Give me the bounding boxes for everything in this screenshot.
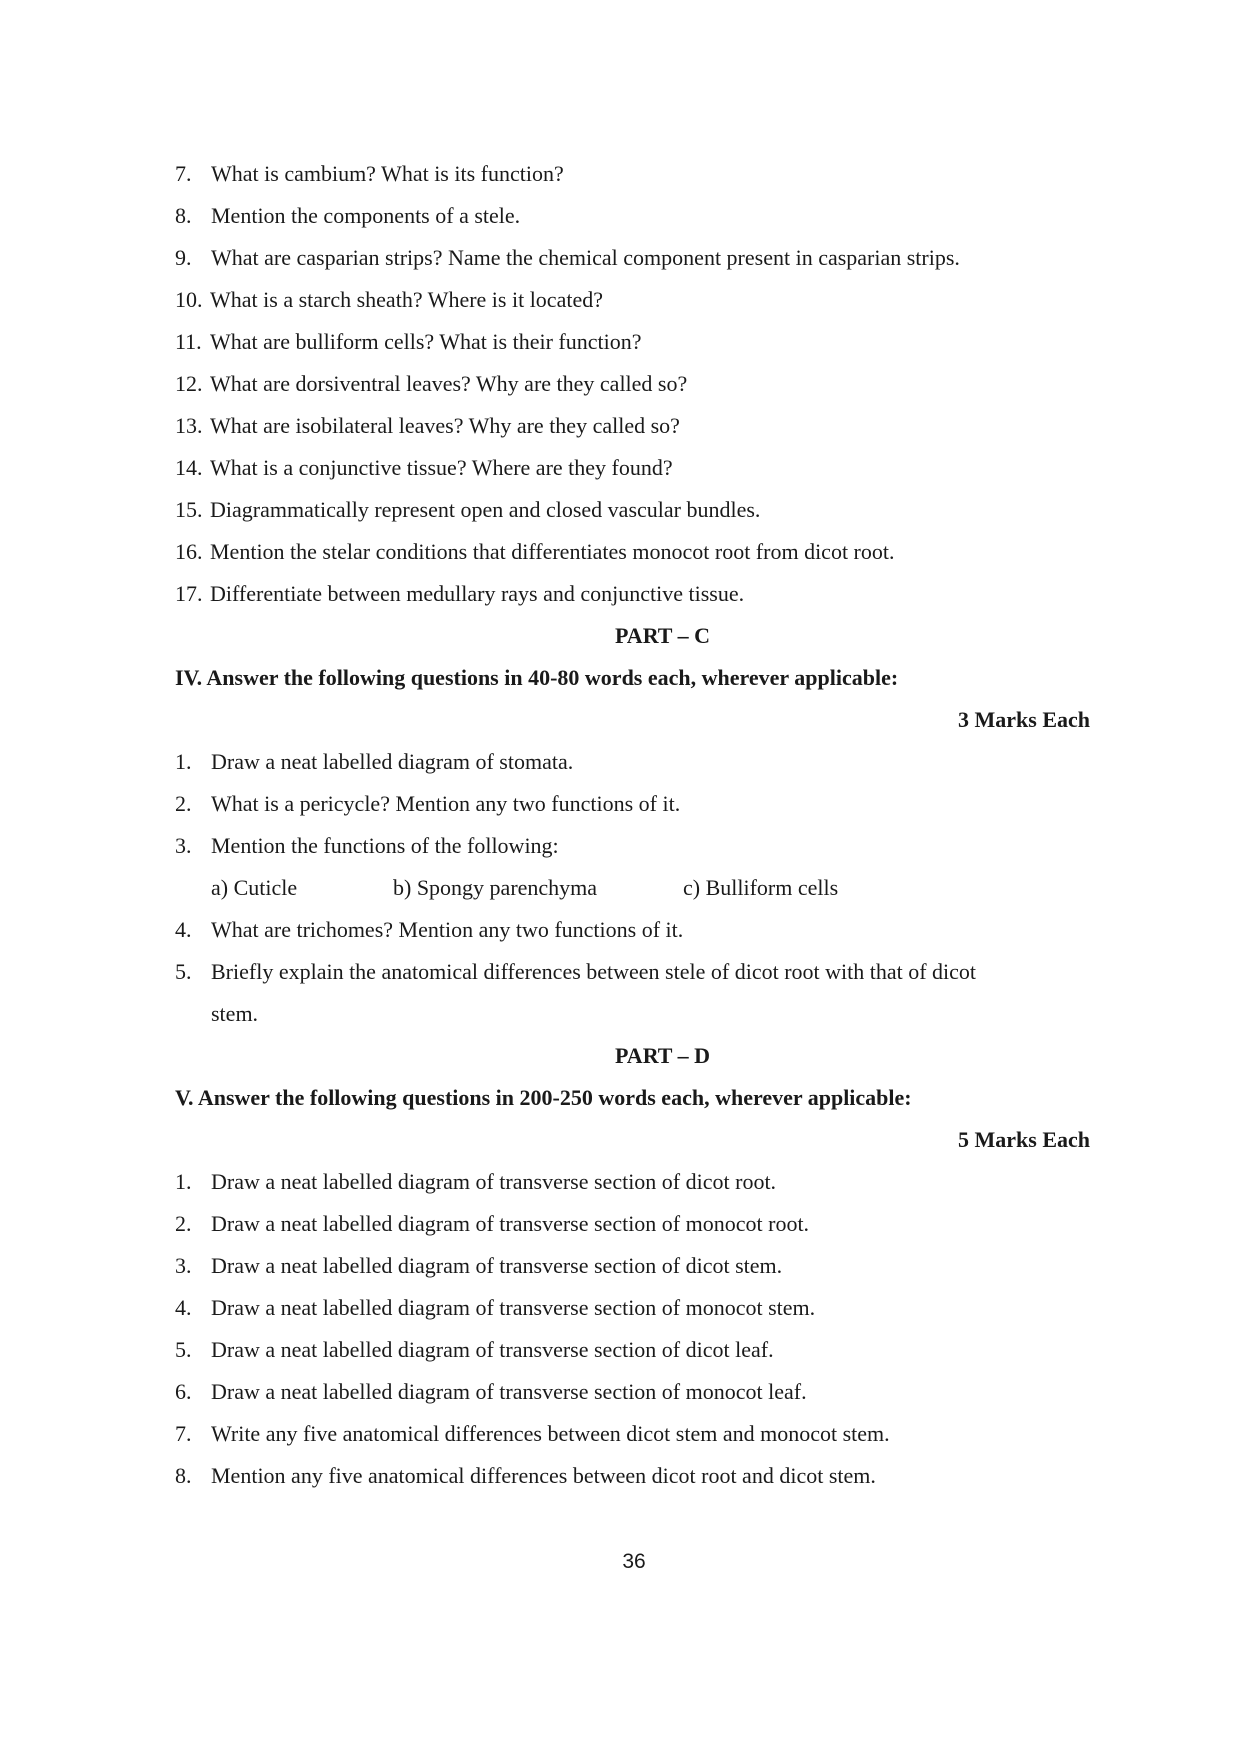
question-text: What are casparian strips? Name the chemical component present in casparian strips. (211, 245, 960, 270)
question-number: 14. (175, 455, 203, 480)
question-number: 2. (175, 791, 192, 816)
question-text: What is cambium? What is its function? (211, 161, 564, 186)
question-text: Write any five anatomical differences between dicot stem and monocot stem. (211, 1421, 890, 1446)
part-c-title: PART – C (615, 623, 710, 648)
part-d-instruction: V. Answer the following questions in 200-250 words each, wherever applicable: (175, 1085, 912, 1110)
part-d-title: PART – D (615, 1043, 710, 1068)
option-a: a) Cuticle (211, 875, 298, 900)
question-text: Mention the components of a stele. (211, 203, 521, 228)
question-number: 8. (175, 203, 192, 228)
question-text-continued: stem. (211, 1001, 259, 1026)
question-number: 16. (175, 539, 203, 564)
question-number: 3. (175, 1253, 192, 1278)
question-text: What are dorsiventral leaves? Why are they called so? (210, 371, 688, 396)
question-number: 11. (175, 329, 202, 354)
question-number: 12. (175, 371, 203, 396)
question-number: 7. (175, 161, 192, 186)
question-number: 1. (175, 749, 192, 774)
option-c: c) Bulliform cells (683, 875, 839, 900)
page-number: 36 (622, 1550, 646, 1573)
question-text: Draw a neat labelled diagram of transverse section of monocot leaf. (211, 1379, 807, 1404)
question-text: Mention the stelar conditions that differentiates monocot root from dicot root. (210, 539, 895, 564)
part-d-marks: 5 Marks Each (958, 1127, 1090, 1152)
question-text: Draw a neat labelled diagram of transverse section of monocot root. (211, 1211, 810, 1236)
question-text: Draw a neat labelled diagram of transverse section of dicot stem. (211, 1253, 783, 1278)
question-text: What is a starch sheath? Where is it located? (210, 287, 603, 312)
question-number: 4. (175, 917, 192, 942)
question-text: Draw a neat labelled diagram of transverse section of dicot root. (211, 1169, 777, 1194)
question-number: 2. (175, 1211, 192, 1236)
question-text: What are isobilateral leaves? Why are they called so? (210, 413, 680, 438)
question-text: Mention any five anatomical differences between dicot root and dicot stem. (211, 1463, 876, 1488)
part-c-marks: 3 Marks Each (958, 707, 1090, 732)
question-number: 10. (175, 287, 203, 312)
question-text: Differentiate between medullary rays and conjunctive tissue. (210, 581, 745, 606)
question-number: 3. (175, 833, 192, 858)
question-text: What are bulliform cells? What is their function? (210, 329, 642, 354)
part-c-instruction: IV. Answer the following questions in 40-80 words each, wherever applicable: (175, 665, 899, 690)
question-number: 13. (175, 413, 203, 438)
option-b: b) Spongy parenchyma (393, 875, 598, 900)
question-text: Diagrammatically represent open and closed vascular bundles. (210, 497, 761, 522)
question-text: What is a conjunctive tissue? Where are they found? (210, 455, 673, 480)
question-text: Draw a neat labelled diagram of transverse section of dicot leaf. (211, 1337, 774, 1362)
question-text: Draw a neat labelled diagram of stomata. (211, 749, 574, 774)
question-number: 1. (175, 1169, 192, 1194)
question-number: 4. (175, 1295, 192, 1320)
question-number: 6. (175, 1379, 192, 1404)
question-text: What is a pericycle? Mention any two functions of it. (211, 791, 681, 816)
question-number: 17. (175, 581, 203, 606)
question-number: 8. (175, 1463, 192, 1488)
question-text: Mention the functions of the following: (211, 833, 559, 858)
question-text: Briefly explain the anatomical differences between stele of dicot root with that of dicot (211, 959, 977, 984)
question-number: 5. (175, 1337, 192, 1362)
question-text: Draw a neat labelled diagram of transverse section of monocot stem. (211, 1295, 816, 1320)
question-number: 7. (175, 1421, 192, 1446)
question-number: 5. (175, 959, 192, 984)
question-number: 9. (175, 245, 192, 270)
question-text: What are trichomes? Mention any two functions of it. (211, 917, 684, 942)
question-number: 15. (175, 497, 203, 522)
